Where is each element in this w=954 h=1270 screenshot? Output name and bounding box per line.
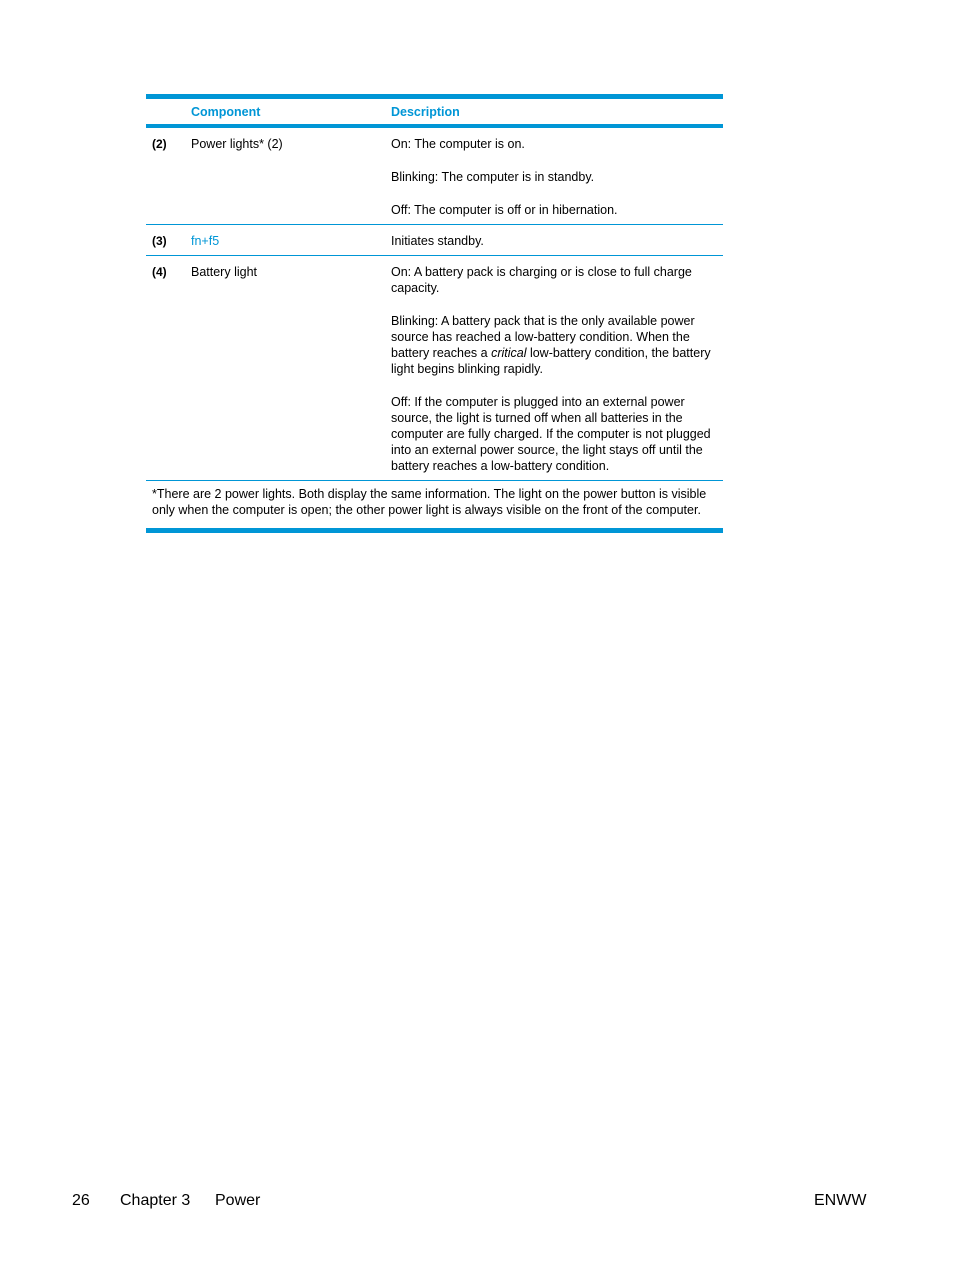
row-number: (3) xyxy=(152,234,167,248)
table-row xyxy=(146,256,723,481)
page-number: 26 xyxy=(72,1192,90,1209)
description-paragraph xyxy=(391,311,717,377)
table-row xyxy=(146,128,723,225)
description-paragraph: Off: The computer is off or in hibernation. xyxy=(391,203,618,217)
description-paragraph: On: A battery pack is charging or is close to full charge capacity. xyxy=(391,265,692,295)
table-footnote: *There are 2 power lights. Both display the same information. The light on the power button is visible only when the computer is open; the other power light is always visible on the front of the computer. xyxy=(152,487,707,517)
description-paragraph: On: The computer is on. xyxy=(391,137,525,151)
header-description: Description xyxy=(391,104,460,119)
table-row xyxy=(146,225,723,256)
description-paragraph: Off: If the computer is plugged into an external power source, the light is turned off when all batteries in the computer are fully charged. If the computer is not plugged into an external power source, the light stays off until the battery reaches a low-battery condition. xyxy=(391,395,711,473)
component-link-fn-f5[interactable]: fn+f5 xyxy=(191,234,220,248)
footer-section: Power xyxy=(215,1192,261,1209)
description-cell xyxy=(391,231,717,249)
header-component: Component xyxy=(191,104,261,119)
description-text: low-battery condition, the battery light begins blinking rapidly. xyxy=(391,346,711,376)
description-cell xyxy=(391,262,717,474)
footer-chapter: Chapter 3 xyxy=(120,1192,191,1209)
row-number: (2) xyxy=(152,137,167,151)
component-name: Battery light xyxy=(191,265,258,279)
footer-edition: ENWW xyxy=(814,1192,867,1209)
description-paragraph: Blinking: The computer is in standby. xyxy=(391,170,595,184)
description-emphasis: critical xyxy=(491,346,527,360)
components-table xyxy=(146,94,723,533)
description-cell xyxy=(391,134,717,218)
component-name: Power lights* (2) xyxy=(191,137,283,151)
description-paragraph: Initiates standby. xyxy=(391,234,484,248)
table-header-row xyxy=(146,99,723,128)
row-number: (4) xyxy=(152,265,167,279)
description-text: Blinking: A battery pack that is the only available power source has reached a low-battery condition. When the battery reaches a xyxy=(391,314,695,360)
